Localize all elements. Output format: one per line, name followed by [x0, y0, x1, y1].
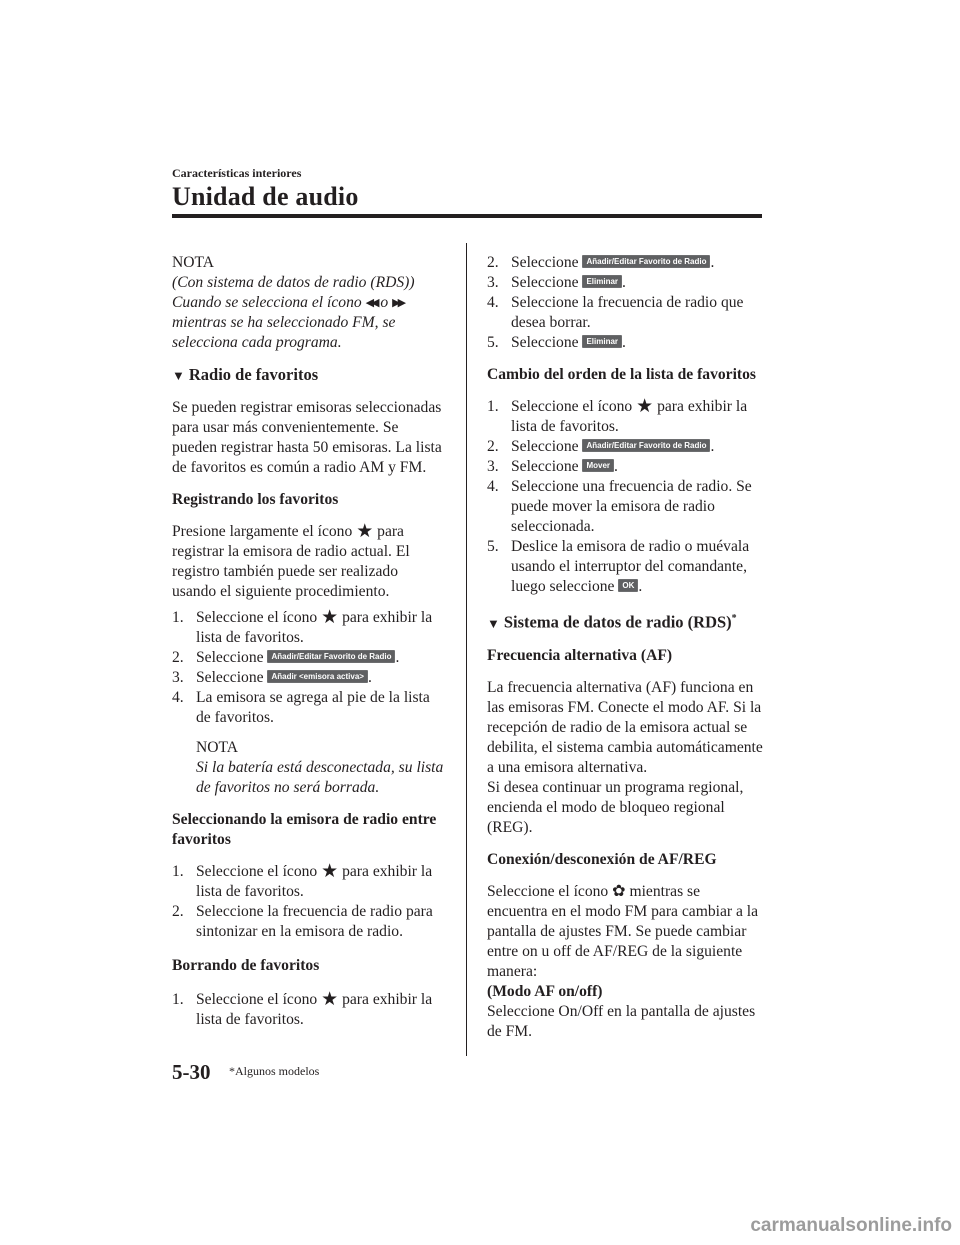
list-item: 2. Seleccione Añadir/Editar Favorito de Radio . — [172, 649, 400, 666]
subheading-delete: Borrando de favoritos — [172, 957, 320, 974]
af-paragraph-2: Si desea continuar un programa regional, encienda el modo de bloqueo regional (REG). — [487, 778, 744, 836]
list-item: 4. Seleccione una frecuencia de radio. Se puede mover la emisora de radio seleccionada. — [487, 478, 752, 535]
list-item: 5. Deslice la emisora de radio o muévala usando el interruptor del comandante, luego seleccione OK . — [487, 538, 750, 595]
register-note — [172, 738, 444, 798]
list-item: 3. Seleccione Eliminar . — [487, 274, 626, 291]
subheading-order: Cambio del orden de la lista de favoritos — [487, 366, 756, 383]
list-item: 5. Seleccione Eliminar . — [487, 334, 626, 351]
move-button[interactable]: Mover — [582, 459, 614, 472]
star-icon: ★ — [356, 521, 374, 542]
subheading-register: Registrando los favoritos — [172, 491, 339, 508]
select-steps — [172, 862, 444, 942]
delete-button[interactable]: Eliminar — [582, 335, 622, 348]
list-item: 4. La emisora se agrega al pie de la lista de favoritos. — [172, 689, 430, 726]
list-item: 2. Seleccione Añadir/Editar Favorito de Radio . — [487, 254, 715, 271]
list-item: 2. Seleccione la frecuencia de radio para sintonizar en la emisora de radio. — [172, 903, 433, 940]
column-divider — [466, 243, 467, 1056]
page-title: Unidad de audio — [172, 182, 359, 211]
list-item: 1. Seleccione el ícono ★ para exhibir la lista de favoritos. — [172, 607, 433, 646]
list-item: 2. Seleccione Añadir/Editar Favorito de Radio . — [487, 438, 715, 455]
section-heading-rds: ▼ Sistema de datos de radio (RDS)* — [487, 612, 737, 632]
note-label: NOTA — [196, 739, 239, 756]
gear-icon: ✿ — [612, 882, 626, 900]
skip-forward-icon: ▶▶ — [392, 297, 404, 309]
delete-button[interactable]: Eliminar — [582, 275, 622, 288]
order-steps — [487, 397, 763, 597]
mode-heading: (Modo AF on/off) — [487, 982, 603, 1000]
list-item: 1. Seleccione el ícono ★ para exhibir la lista de favoritos. — [172, 989, 433, 1028]
add-edit-favorite-button[interactable]: Añadir/Editar Favorito de Radio — [582, 439, 710, 452]
af-paragraph-1: La frecuencia alternativa (AF) funciona en las emisoras FM. Conecte el modo AF. Si la recepción de radio de la emisora actual se debilita, el sistema cambia automáticamente a una emisora alternativa. — [487, 678, 763, 776]
star-icon: ★ — [636, 396, 654, 417]
skip-back-icon: ◀◀ — [365, 297, 377, 309]
favorites-intro: Se pueden registrar emisoras seleccionadas para usar más convenientemente. Se pueden registrar hasta 50 emisoras. La lista de favoritos es común a radio AM y FM. — [172, 399, 442, 476]
mode-text: Seleccione On/Off en la pantalla de ajustes de FM. — [487, 1002, 756, 1040]
title-rule — [172, 214, 762, 218]
subheading-select: Seleccionando la emisora de radio entre favoritos — [172, 811, 437, 848]
register-intro: Presione largamente el ícono ★ para registrar la emisora de radio actual. El registro también puede ser realizado usando el siguiente procedimiento. — [172, 521, 410, 600]
section-heading-favorites: ▼ Radio de favoritos — [172, 365, 319, 384]
ok-button[interactable]: OK — [618, 579, 638, 592]
right-column — [487, 253, 763, 1042]
star-icon: ★ — [321, 861, 339, 882]
list-item: 3. Seleccione Añadir <emisora activa> . — [172, 669, 372, 686]
triangle-icon: ▼ — [487, 615, 500, 631]
left-column — [172, 253, 444, 1030]
note-text: Cuando se selecciona el ícono ◀◀ o ▶▶ mientras se ha seleccionado FM, se selecciona cada programa. — [172, 294, 404, 351]
list-item: 3. Seleccione Mover . — [487, 458, 618, 475]
footnote-marker: * — [731, 613, 737, 624]
star-icon: ★ — [321, 607, 339, 628]
note-text: Si la batería está desconectada, su lista de favoritos no será borrada. — [196, 759, 444, 796]
af-reg-text: Seleccione el ícono ✿ mientras se encuentra en el modo FM para cambiar a la pantalla de ajustes FM. Se puede cambiar entre on u off de AF/REG de la siguiente manera: — [487, 882, 759, 980]
add-active-station-button[interactable]: Añadir <emisora activa> — [267, 670, 368, 683]
footnote: *Algunos modelos — [229, 1064, 320, 1078]
delete-steps-continued — [487, 253, 763, 353]
list-item: 1. Seleccione el ícono ★ para exhibir la lista de favoritos. — [487, 396, 748, 435]
add-edit-favorite-button[interactable]: Añadir/Editar Favorito de Radio — [582, 255, 710, 268]
watermark: carmanualsonline.info — [750, 1215, 952, 1236]
star-icon: ★ — [321, 989, 339, 1010]
list-item: 1. Seleccione el ícono ★ para exhibir la lista de favoritos. — [172, 861, 433, 900]
page-number: 5-30 — [172, 1060, 211, 1084]
register-steps — [172, 608, 444, 728]
subheading-af: Frecuencia alternativa (AF) — [487, 646, 673, 664]
triangle-icon: ▼ — [172, 368, 185, 383]
note-heading: (Con sistema de datos de radio (RDS)) — [172, 274, 415, 291]
note-label: NOTA — [172, 254, 215, 271]
list-item: 4. Seleccione la frecuencia de radio que desea borrar. — [487, 294, 744, 331]
chapter-label: Características interiores — [172, 166, 302, 180]
delete-steps — [172, 990, 444, 1030]
subheading-af-reg: Conexión/desconexión de AF/REG — [487, 850, 717, 868]
add-edit-favorite-button[interactable]: Añadir/Editar Favorito de Radio — [267, 650, 395, 663]
